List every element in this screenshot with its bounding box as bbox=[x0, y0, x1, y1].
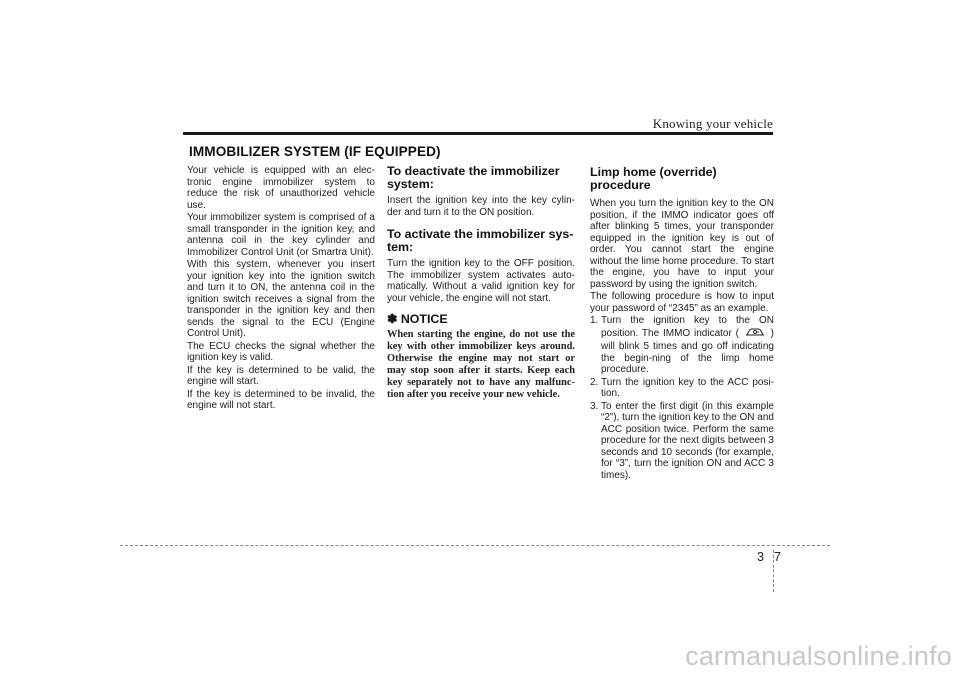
column-activation bbox=[387, 165, 575, 402]
section-title: IMMOBILIZER SYSTEM (IF EQUIPPED) bbox=[189, 144, 441, 159]
step-3-number: 3. bbox=[590, 400, 599, 412]
step-3 bbox=[590, 401, 774, 482]
intro-paragraph-6: If the key is determined to be invalid, the engine will not start. bbox=[187, 388, 375, 411]
activate-text: Turn the ignition key to the OFF position. The immobilizer system activates auto-matically. Without a valid ignition key for your vehicle, the engine will not start. bbox=[387, 258, 575, 304]
column-limp-home bbox=[590, 165, 774, 482]
limp-home-paragraph-2: The following procedure is how to input your password of “2345” as an example. bbox=[590, 291, 774, 314]
page-section-number: 3 bbox=[757, 550, 764, 564]
notice-heading: ✽ NOTICE bbox=[387, 312, 448, 326]
intro-paragraph-4: The ECU checks the signal whether the ignition key is valid. bbox=[187, 340, 375, 363]
intro-paragraph-1: Your vehicle is equipped with an elec-tronic engine immobilizer system to reduce the risk of unauthorized vehicle use. bbox=[187, 165, 375, 211]
watermark: carmanualsonline.info bbox=[685, 641, 952, 671]
intro-paragraph-5: If the key is determined to be valid, the engine will start. bbox=[187, 364, 375, 387]
limp-home-heading: Limp home (override) procedure bbox=[590, 165, 717, 192]
step-1-text-a: Turn the ignition key to the ON position. The IMMO indicator ( bbox=[601, 315, 774, 339]
intro-paragraph-3: With this system, whenever you insert your ignition key into the ignition switch and turn it to ON, the antenna coil in the ignition switch receives a signal from the transponder in the ignition key and then sends the signal to the ECU (Engine Control Unit). bbox=[187, 259, 375, 339]
procedure-steps bbox=[590, 315, 774, 481]
running-header: Knowing your vehicle bbox=[652, 116, 773, 131]
page-number-divider bbox=[773, 550, 774, 592]
limp-home-paragraph-1: When you turn the ignition key to the ON position, if the IMMO indicator goes off after blinking 5 times, your transponder equipped in the ignition key is out of order. You cannot start the engine without the lime home procedure. To start the engine, you have to input your password by using the ignition switch. bbox=[590, 198, 774, 290]
deactivate-text: Insert the ignition key into the key cylin-der and turn it to the ON position. bbox=[387, 195, 575, 218]
step-1 bbox=[590, 315, 774, 376]
column-intro bbox=[187, 165, 375, 413]
deactivate-heading: To deactivate the immobilizer system: bbox=[387, 164, 560, 191]
footer-rule bbox=[120, 545, 830, 546]
step-2-number: 2. bbox=[590, 376, 599, 388]
activate-heading: To activate the immobilizer sys-tem: bbox=[387, 227, 574, 254]
step-2 bbox=[590, 377, 774, 400]
step-1-text-b: ) will blink 5 times and go off indicating the begin-ning of the limp home procedure. bbox=[601, 327, 775, 375]
step-3-text: To enter the first digit (in this example “2”), turn the ignition key to the ON and ACC position twice. Perform the same procedure for the next digits between 3 seconds and 10 seconds (for example, for “3”, turn the ignition ON and ACC 3 times). bbox=[601, 400, 774, 481]
car-key-icon bbox=[745, 327, 765, 342]
page-number bbox=[757, 550, 781, 564]
step-2-text: Turn the ignition key to the ACC posi-tion. bbox=[601, 376, 774, 399]
intro-paragraph-2: Your immobilizer system is comprised of a small transponder in the ignition key, and antenna coil in the key cylinder and Immobilizer Control Unit (or Smartra Unit). bbox=[187, 212, 375, 258]
page-number-value: 7 bbox=[773, 550, 781, 564]
header-rule bbox=[183, 132, 773, 135]
notice-text: When starting the engine, do not use the key with other immobilizer keys around. Otherwise the engine may not start or may stop soon after it starts. Keep each key separately not to have any malfunc-tion after you receive your new vehicle. bbox=[387, 328, 575, 400]
step-1-number: 1. bbox=[590, 315, 599, 326]
